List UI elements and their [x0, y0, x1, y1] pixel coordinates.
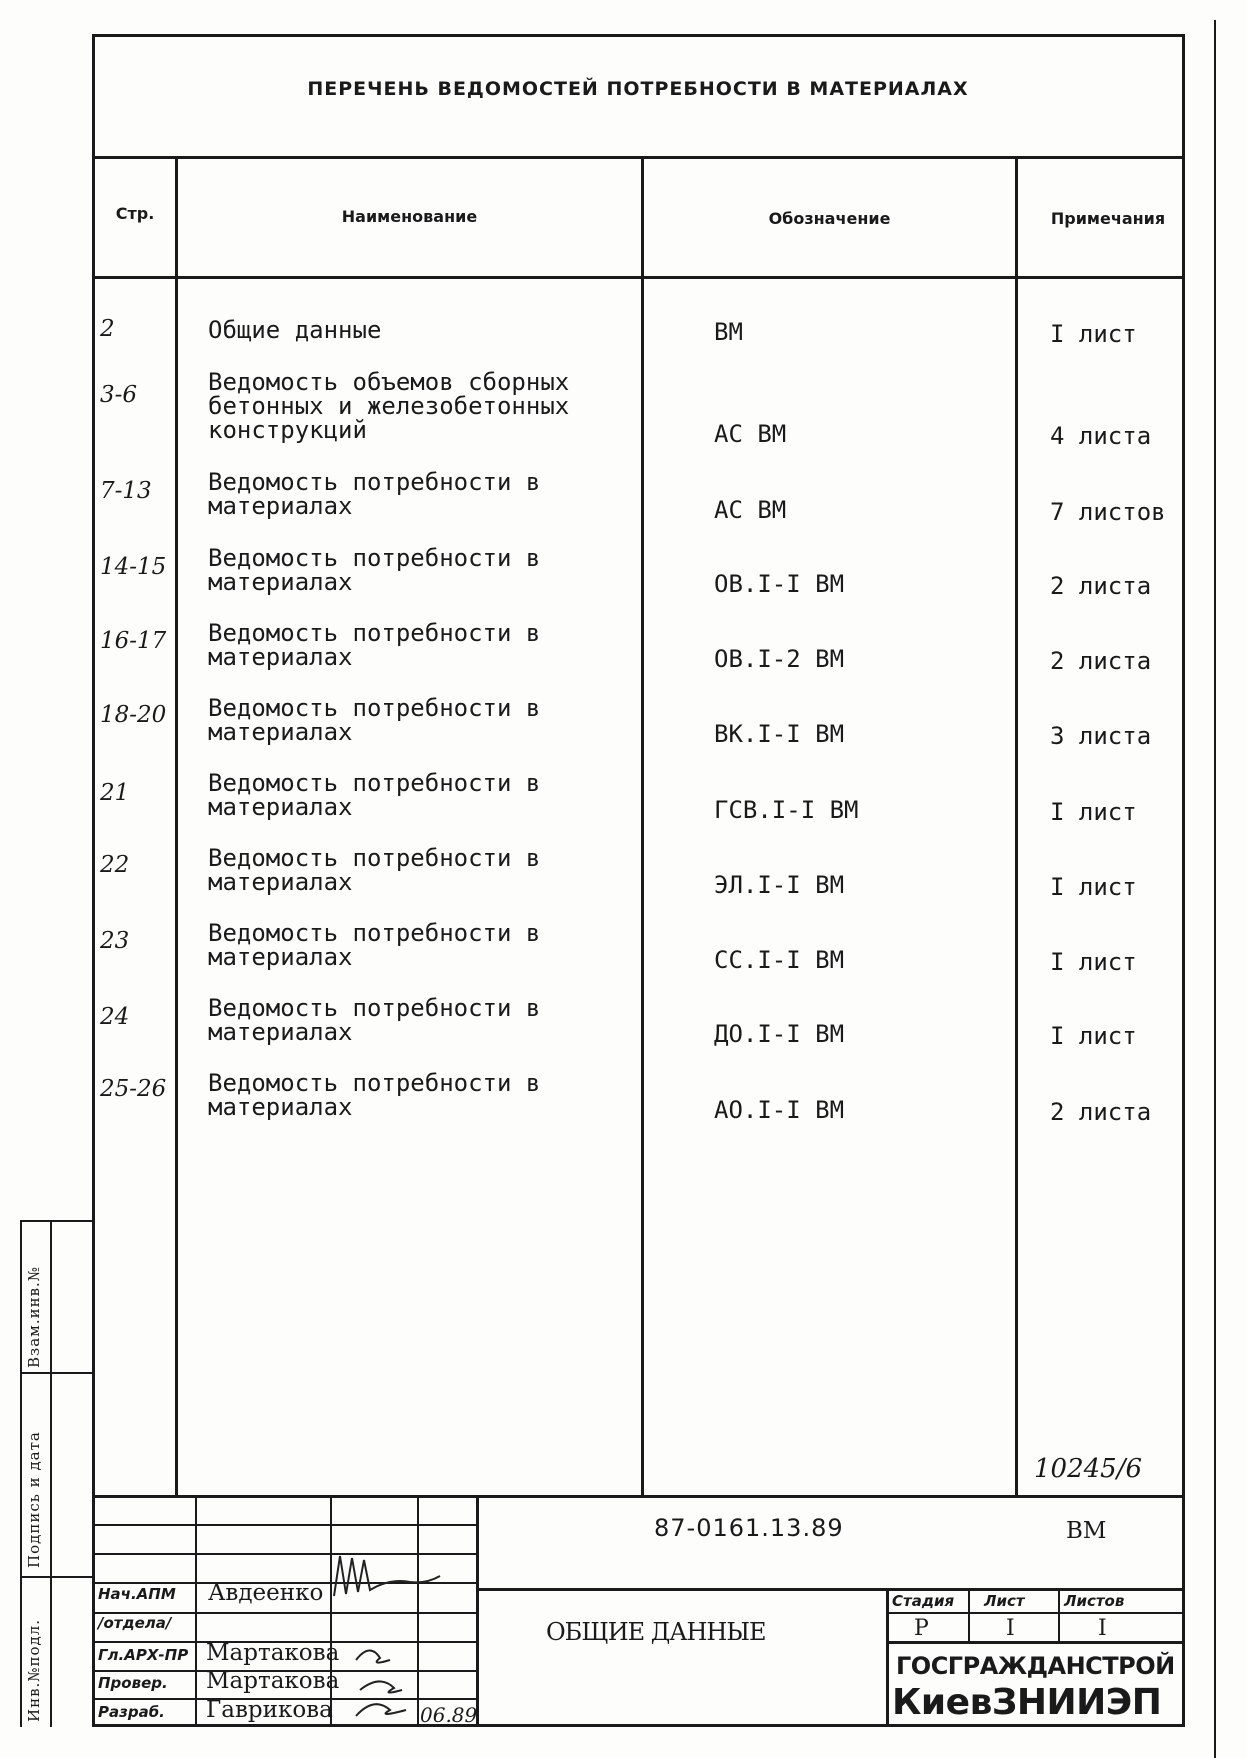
- row-code: АС ВМ: [714, 420, 787, 448]
- stamp-doc-number: 87-0161.13.89: [654, 1514, 844, 1542]
- stamp-stage: Р: [914, 1616, 929, 1641]
- row-note: I лист: [1050, 1022, 1137, 1050]
- row-name: Ведомость объемов сборных бетонных и железобетонных конструкций: [208, 368, 570, 444]
- row-page: 7-13: [100, 478, 152, 504]
- row-code: ГСВ.I-I ВМ: [714, 796, 859, 824]
- row-note: I лист: [1050, 873, 1137, 901]
- row-code: ЭЛ.I-I ВМ: [714, 871, 845, 899]
- row-name: Ведомость потребности в материалах: [208, 769, 541, 821]
- column-header-name: Наименование: [341, 207, 478, 226]
- row-name: Ведомость потребности в материалах: [208, 468, 541, 520]
- row-name: Ведомость потребности в материалах: [208, 619, 541, 671]
- stamp-sheets-label: Листов: [1064, 1592, 1125, 1610]
- stamp-sheets: I: [1098, 1616, 1107, 1641]
- document-title: ПЕРЕЧЕНЬ ВЕДОМОСТЕЙ ПОТРЕБНОСТИ В МАТЕРИАЛАХ: [307, 78, 969, 100]
- stamp-role: Нач.АПМ: [98, 1585, 176, 1603]
- signature-scribble: [330, 1548, 450, 1608]
- stamp-role: Гл.АРХ-ПР: [98, 1646, 189, 1664]
- column-header-code: Обозначение: [768, 209, 891, 228]
- row-note: I лист: [1050, 798, 1137, 826]
- side-label-signature-date: Подпись и дата: [25, 1431, 43, 1568]
- row-note: 7 листов: [1050, 498, 1166, 526]
- row-name: Ведомость потребности в материалах: [208, 919, 541, 971]
- row-page: 24: [100, 1004, 130, 1030]
- row-note: 3 листа: [1050, 722, 1152, 750]
- row-page: 21: [100, 780, 130, 806]
- stamp-role: Провер.: [98, 1674, 168, 1692]
- stamp-date: 06.89: [420, 1703, 478, 1727]
- row-code: ВМ: [714, 318, 743, 346]
- row-note: 4 листа: [1050, 422, 1152, 450]
- row-note: I лист: [1050, 948, 1137, 976]
- stamp-org-line2: КиевЗНИИЭП: [892, 1682, 1162, 1723]
- row-code: ОВ.I-I ВМ: [714, 570, 845, 598]
- stamp-org-line1: ГОСГРАЖДАНСТРОЙ: [896, 1652, 1175, 1680]
- row-note: 2 листа: [1050, 1098, 1152, 1126]
- side-label-replaced-inventory: Взам.инв.№: [25, 1266, 43, 1368]
- stamp-person: Мартакова: [206, 1640, 340, 1666]
- stamp-sheet-label: Лист: [984, 1592, 1025, 1610]
- stamp-sheet-title: ОБЩИЕ ДАННЫЕ: [546, 1618, 766, 1646]
- stamp-sheet: I: [1006, 1616, 1015, 1641]
- stamp-role: /отдела/: [98, 1614, 172, 1632]
- row-name: Ведомость потребности в материалах: [208, 694, 541, 746]
- stamp-doc-code: ВМ: [1066, 1518, 1107, 1544]
- row-code: АС ВМ: [714, 496, 787, 524]
- signature-scribble: [350, 1630, 420, 1720]
- row-page: 3-6: [100, 382, 138, 408]
- row-code: СС.I-I ВМ: [714, 946, 845, 974]
- stamp-person: Гаврикова: [206, 1697, 333, 1723]
- row-name: Общие данные: [208, 316, 382, 344]
- column-header-page: Стр.: [115, 204, 155, 223]
- row-page: 18-20: [100, 702, 167, 728]
- stamp-role: Разраб.: [98, 1703, 165, 1721]
- row-name: Ведомость потребности в материалах: [208, 994, 541, 1046]
- row-page: 25-26: [100, 1076, 167, 1102]
- column-header-note: Примечания: [1050, 209, 1166, 228]
- stamp-person: Мартакова: [206, 1668, 340, 1694]
- row-name: Ведомость потребности в материалах: [208, 544, 541, 596]
- inventory-note: 10245/6: [1034, 1454, 1143, 1484]
- row-note: 2 листа: [1050, 647, 1152, 675]
- row-note: I лист: [1050, 320, 1137, 348]
- row-page: 2: [100, 316, 115, 342]
- row-code: ДО.I-I ВМ: [714, 1020, 845, 1048]
- row-name: Ведомость потребности в материалах: [208, 1069, 541, 1121]
- row-name: Ведомость потребности в материалах: [208, 844, 541, 896]
- row-page: 22: [100, 852, 130, 878]
- row-code: ОВ.I-2 ВМ: [714, 645, 845, 673]
- row-note: 2 листа: [1050, 572, 1152, 600]
- row-page: 23: [100, 928, 130, 954]
- row-page: 16-17: [100, 628, 167, 654]
- row-page: 14-15: [100, 554, 167, 580]
- row-code: АО.I-I ВМ: [714, 1096, 845, 1124]
- stamp-stage-label: Стадия: [892, 1592, 955, 1610]
- side-label-original-inventory: Инв.№подл.: [25, 1618, 43, 1722]
- row-code: ВК.I-I ВМ: [714, 720, 845, 748]
- stamp-person: Авдеенко: [208, 1580, 324, 1606]
